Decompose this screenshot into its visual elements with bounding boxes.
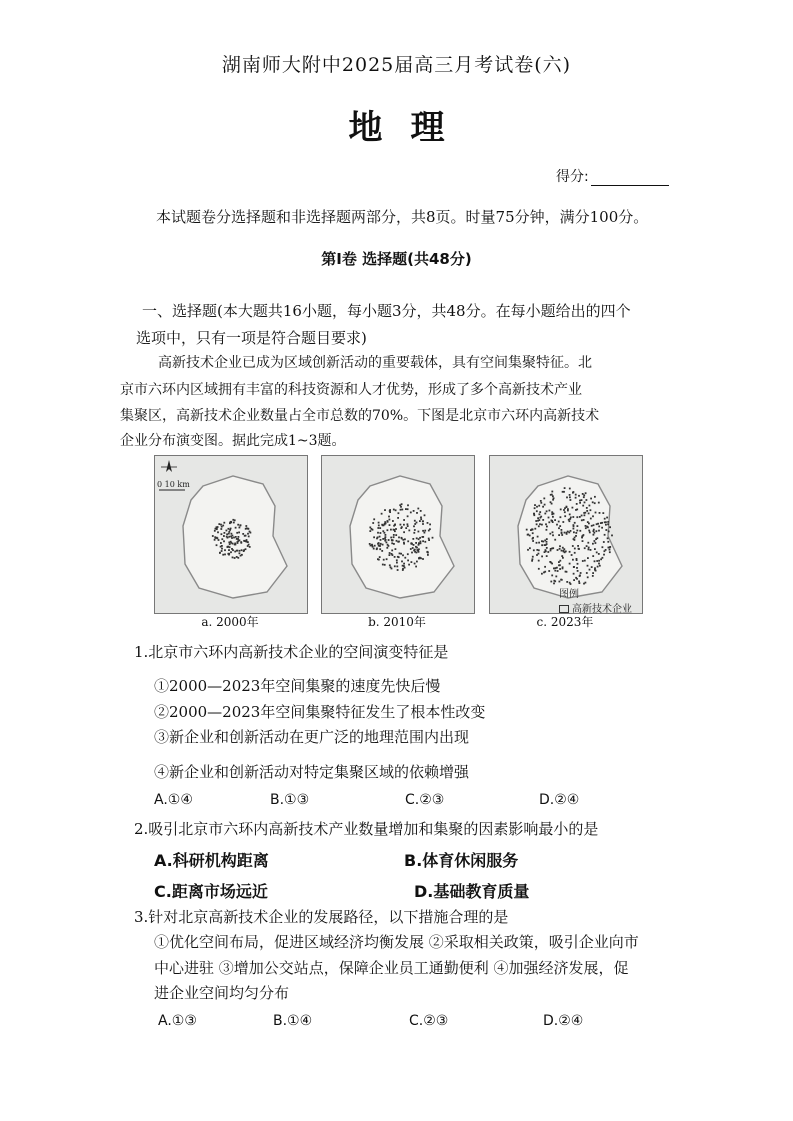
scale-bar-label: 0 10 km xyxy=(157,480,190,489)
q3-statement-line: 中心进驻 ③增加公交站点，保障企业员工通勤便利 ④加强经济发展，促 xyxy=(154,959,629,977)
q2-choice-c[interactable]: C.距离市场远近 xyxy=(154,882,268,901)
q2-choice-a[interactable]: A.科研机构距离 xyxy=(154,851,269,870)
score-field xyxy=(556,166,669,186)
exam-intro: 本试题卷分选择题和非选择题两部分，共8页。时量75分钟，满分100分。 xyxy=(156,208,649,226)
q3-stem: 3.针对北京高新技术企业的发展路径，以下措施合理的是 xyxy=(134,908,509,926)
map-caption-2010: b. 2010年 xyxy=(368,615,426,629)
legend-item xyxy=(559,600,649,615)
q3-choice-b[interactable]: B.①④ xyxy=(273,1013,313,1029)
q3-statement-line: 进企业空间均匀分布 xyxy=(154,984,290,1002)
q1-statement-2: ②2000—2023年空间集聚特征发生了根本性改变 xyxy=(154,703,486,721)
map-2000 xyxy=(154,455,308,614)
legend-title: 图例 xyxy=(559,589,579,600)
q1-statement-1: ①2000—2023年空间集聚的速度先快后慢 xyxy=(154,677,441,695)
section-instructions-line1: 一、选择题(本大题共16小题，每小题3分，共48分。在每小题给出的四个 xyxy=(142,302,631,320)
q3-choice-d[interactable]: D.②④ xyxy=(543,1013,584,1029)
exam-title: 湖南师大附中2025届高三月考试卷(六) xyxy=(221,54,572,76)
section-instructions-line2: 选项中，只有一项是符合题目要求) xyxy=(136,329,367,347)
map-legend xyxy=(559,585,649,615)
q1-choice-a[interactable]: A.①④ xyxy=(154,792,193,808)
map-2010 xyxy=(321,455,475,614)
q1-stem: 1.北京市六环内高新技术企业的空间演变特征是 xyxy=(134,643,449,661)
q3-choice-a[interactable]: A.①③ xyxy=(158,1013,197,1029)
subject-title: 地理 xyxy=(348,108,473,148)
legend-swatch-icon xyxy=(559,605,569,613)
score-blank xyxy=(591,171,669,186)
q2-stem: 2.吸引北京市六环内高新技术产业数量增加和集聚的因素影响最小的是 xyxy=(134,820,599,838)
q1-choice-b[interactable]: B.①③ xyxy=(270,792,310,808)
q2-choice-d[interactable]: D.基础教育质量 xyxy=(414,882,530,901)
map-caption-2023: c. 2023年 xyxy=(536,615,594,629)
material-line: 集聚区，高新技术企业数量占全市总数的70%。下图是北京市六环内高新技术 xyxy=(120,408,600,424)
material-line: 企业分布演变图。据此完成1~3题。 xyxy=(120,433,346,449)
map-caption-2000: a. 2000年 xyxy=(201,615,259,629)
q1-choice-c[interactable]: C.②③ xyxy=(405,792,445,808)
material-line: 高新技术企业已成为区域创新活动的重要载体，具有空间集聚特征。北 xyxy=(158,355,592,371)
part1-heading: 第Ⅰ卷 选择题(共48分) xyxy=(321,250,472,268)
q1-statement-3: ③新企业和创新活动在更广泛的地理范围内出现 xyxy=(154,728,470,746)
legend-item-label: 高新技术企业 xyxy=(572,604,632,615)
q1-choice-d[interactable]: D.②④ xyxy=(539,792,580,808)
q2-choice-b[interactable]: B.体育休闲服务 xyxy=(404,851,519,870)
q1-statement-4: ④新企业和创新活动对特定集聚区域的依赖增强 xyxy=(154,763,470,781)
material-line: 京市六环内区域拥有丰富的科技资源和人才优势，形成了多个高新技术产业 xyxy=(120,382,582,398)
q3-choice-c[interactable]: C.②③ xyxy=(409,1013,449,1029)
score-label: 得分: xyxy=(556,169,589,185)
q3-statement-line: ①优化空间布局，促进区域经济均衡发展 ②采取相关政策，吸引企业向市 xyxy=(154,933,639,951)
